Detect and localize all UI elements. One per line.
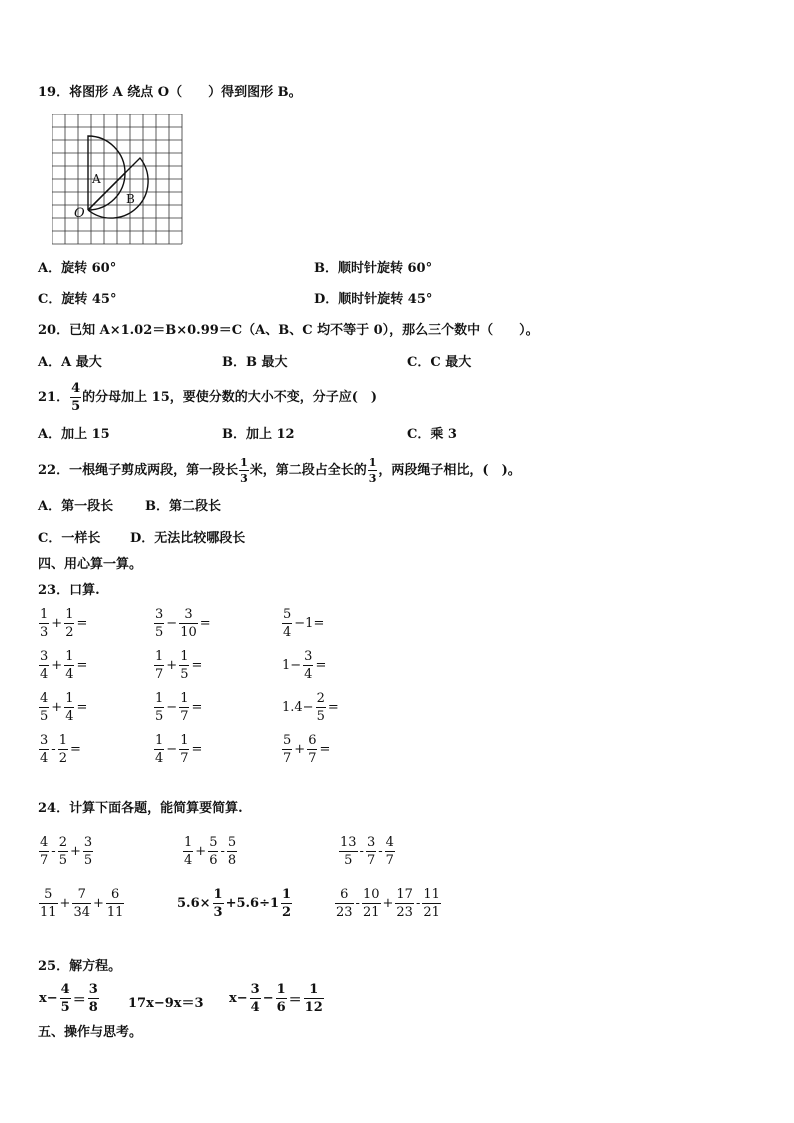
numerator: 3 bbox=[83, 835, 93, 850]
fraction bbox=[316, 692, 326, 723]
q24-expression-6 bbox=[334, 888, 442, 919]
denominator: 2 bbox=[65, 625, 74, 640]
numerator: 3 bbox=[155, 607, 164, 622]
operator: + bbox=[59, 896, 71, 911]
fraction bbox=[422, 888, 441, 919]
fig-label-o: O bbox=[74, 206, 85, 221]
denominator: 4 bbox=[65, 709, 74, 724]
numerator: 1 bbox=[180, 649, 189, 664]
denominator: 7 bbox=[180, 751, 189, 766]
operator: - bbox=[51, 844, 56, 859]
numerator: 1 bbox=[180, 733, 189, 748]
numerator: 17 bbox=[396, 887, 413, 902]
operator: = bbox=[327, 700, 339, 715]
denominator: 21 bbox=[362, 905, 380, 920]
q21-option-c[interactable]: C．乘 3 bbox=[407, 427, 457, 442]
q22-option-b[interactable]: B．第二段长 bbox=[145, 499, 221, 514]
denominator: 7 bbox=[40, 853, 49, 868]
numerator: 1 bbox=[155, 649, 164, 664]
operator: - bbox=[378, 844, 383, 859]
denominator: 7 bbox=[308, 751, 317, 766]
denominator: 3 bbox=[213, 905, 223, 920]
numerator: 6 bbox=[308, 733, 317, 748]
fraction bbox=[106, 888, 125, 919]
numerator: 3 bbox=[40, 733, 49, 748]
numerator: 3 bbox=[304, 649, 313, 664]
q19-option-b[interactable]: B．顺时针旋转 60° bbox=[314, 261, 433, 276]
q19-option-d[interactable]: D．顺时针旋转 45° bbox=[314, 292, 433, 307]
q23-stem: 23．口算. bbox=[38, 583, 100, 598]
fraction bbox=[72, 888, 91, 919]
fig-label-a: A bbox=[92, 172, 101, 186]
mental-math-item bbox=[281, 734, 331, 765]
q22-stem: 22．一根绳子剪成两段，第一段长 $\frac{1}{3}$ 米，第二段占全长的 $\frac{1}{3}$ ，两段绳子相比，( )。 bbox=[38, 456, 521, 485]
numerator: 1 bbox=[65, 649, 74, 664]
operator: = bbox=[76, 700, 88, 715]
mental-math-item bbox=[38, 608, 88, 639]
operator: − bbox=[166, 616, 178, 631]
numerator: 4 bbox=[40, 691, 49, 706]
denominator: 7 bbox=[180, 709, 189, 724]
fraction bbox=[60, 983, 71, 1014]
operator: ＝ bbox=[288, 993, 302, 1008]
denominator: 4 bbox=[40, 667, 49, 682]
denominator: 2 bbox=[282, 905, 292, 920]
denominator: 4 bbox=[283, 625, 292, 640]
mental-math-item bbox=[281, 650, 327, 681]
q19-option-c[interactable]: C．旋转 45° bbox=[38, 292, 117, 307]
operator: + bbox=[93, 896, 104, 911]
q24-expression-5 bbox=[176, 888, 293, 919]
fraction bbox=[179, 650, 189, 681]
denominator: 8 bbox=[88, 1000, 98, 1015]
denominator: 4 bbox=[155, 751, 164, 766]
fraction bbox=[276, 983, 287, 1014]
fraction bbox=[58, 836, 68, 867]
q20-option-c[interactable]: C．C 最大 bbox=[407, 355, 472, 370]
numerator: 10 bbox=[362, 887, 380, 902]
q19-stem: 19．将图形 A 绕点 O（ ）得到图形 B。 bbox=[38, 85, 302, 100]
q24-expression-3 bbox=[338, 836, 396, 867]
fraction bbox=[250, 983, 261, 1014]
operator: - bbox=[359, 844, 364, 859]
operator: = bbox=[69, 742, 81, 757]
numerator: 1 bbox=[40, 607, 49, 622]
operator: = bbox=[76, 658, 88, 673]
fraction bbox=[154, 650, 164, 681]
denominator: 4 bbox=[184, 853, 193, 868]
operator: = bbox=[76, 616, 88, 631]
denominator: 21 bbox=[423, 905, 440, 920]
fraction bbox=[39, 650, 49, 681]
numerator: 1 bbox=[276, 982, 286, 997]
q24-expression-2 bbox=[182, 836, 238, 867]
mental-math-item bbox=[281, 692, 340, 723]
operator: + bbox=[166, 658, 178, 673]
numerator: 6 bbox=[106, 888, 125, 904]
numerator: 11 bbox=[423, 887, 440, 902]
q22-fraction-1: $\frac{1}{3}$ bbox=[240, 456, 248, 485]
numerator: 3 bbox=[250, 982, 260, 997]
denominator: 12 bbox=[304, 1000, 323, 1015]
denominator: 11 bbox=[40, 905, 57, 920]
denominator: 2 bbox=[58, 751, 67, 766]
operator: − bbox=[166, 700, 178, 715]
denominator: 5 bbox=[155, 709, 164, 724]
rotation-figure bbox=[52, 114, 184, 250]
denominator: 4 bbox=[304, 667, 313, 682]
fraction bbox=[154, 734, 164, 765]
mental-math-item bbox=[38, 650, 88, 681]
operator: + bbox=[195, 844, 207, 859]
fig-label-b: B bbox=[126, 192, 135, 206]
denominator: 10 bbox=[180, 625, 197, 640]
denominator: 5 bbox=[58, 853, 67, 868]
q24-expression-1 bbox=[38, 836, 94, 867]
mental-math-item bbox=[281, 608, 325, 639]
mental-math-item bbox=[153, 608, 212, 639]
numerator: 3 bbox=[40, 649, 49, 664]
numerator: 2 bbox=[316, 691, 325, 706]
operator: = bbox=[319, 742, 331, 757]
section-4-heading: 四、用心算一算。 bbox=[38, 557, 143, 572]
fraction bbox=[335, 888, 354, 919]
operator: + bbox=[382, 896, 394, 911]
fraction bbox=[213, 888, 224, 919]
q21-option-a[interactable]: A．加上 15 bbox=[38, 427, 110, 442]
q20-stem: 20．已知 A×1.02＝B×0.99＝C（A、B、C 均不等于 0），那么三个数中（ ）。 bbox=[38, 323, 539, 338]
q21-option-b[interactable]: B．加上 12 bbox=[222, 427, 295, 442]
operator: ＝ bbox=[72, 993, 86, 1008]
fraction bbox=[64, 608, 74, 639]
numerator: 3 bbox=[179, 608, 198, 624]
fraction bbox=[281, 888, 292, 919]
denominator: 5 bbox=[40, 709, 49, 724]
fraction bbox=[362, 888, 381, 919]
denominator: 34 bbox=[73, 905, 90, 920]
q22-option-c[interactable]: C．一样长 bbox=[38, 531, 101, 546]
operator: x− bbox=[39, 991, 58, 1006]
fraction bbox=[58, 734, 68, 765]
q21-text: 的分母加上 15，要使分数的大小不变，分子应( ) bbox=[82, 390, 378, 405]
denominator: 7 bbox=[283, 751, 292, 766]
fraction bbox=[208, 836, 218, 867]
fraction bbox=[282, 608, 292, 639]
fraction bbox=[154, 692, 164, 723]
section-5-heading: 五、操作与思考。 bbox=[38, 1025, 143, 1040]
fraction bbox=[83, 836, 93, 867]
fraction bbox=[39, 888, 58, 919]
q25-stem: 25．解方程。 bbox=[38, 959, 122, 974]
denominator: 11 bbox=[106, 905, 124, 920]
q21-stem bbox=[38, 381, 377, 415]
q21-fraction: $\frac{4}{5}$ bbox=[71, 381, 81, 414]
fraction bbox=[88, 983, 99, 1014]
fraction bbox=[154, 608, 164, 639]
numerator: 4 bbox=[60, 982, 70, 997]
fraction bbox=[39, 608, 49, 639]
q24-expression-4 bbox=[38, 888, 125, 919]
q20-option-b[interactable]: B．B 最大 bbox=[222, 355, 288, 370]
numerator: 7 bbox=[72, 888, 91, 904]
operator: x− bbox=[229, 991, 248, 1006]
operator: = bbox=[199, 616, 211, 631]
numerator: 3 bbox=[366, 835, 376, 850]
fraction bbox=[304, 983, 324, 1014]
q25-equation-3 bbox=[228, 983, 325, 1014]
mental-math-item bbox=[153, 692, 203, 723]
operator: +5.6÷1 bbox=[225, 896, 280, 911]
numerator: 6 bbox=[335, 888, 354, 904]
operator: - bbox=[220, 844, 225, 859]
fraction bbox=[64, 692, 74, 723]
operator: 1.4− bbox=[282, 700, 314, 715]
q25-equation-1 bbox=[38, 983, 100, 1014]
fraction bbox=[179, 608, 198, 639]
fraction bbox=[303, 650, 313, 681]
numerator: 1 bbox=[65, 607, 74, 622]
denominator: 7 bbox=[155, 667, 164, 682]
denominator: 4 bbox=[250, 1000, 260, 1015]
denominator: 6 bbox=[276, 1000, 286, 1015]
operator: 5.6× bbox=[177, 896, 211, 911]
numerator: 1 bbox=[282, 887, 292, 902]
fraction bbox=[385, 836, 395, 867]
fraction bbox=[179, 692, 189, 723]
mental-math-item bbox=[38, 692, 88, 723]
fraction bbox=[64, 650, 74, 681]
operator: − bbox=[262, 991, 274, 1006]
numerator: 1 bbox=[180, 691, 189, 706]
q22-option-a[interactable]: A．第一段长 bbox=[38, 499, 114, 514]
denominator: 23 bbox=[396, 905, 413, 920]
fraction bbox=[183, 836, 193, 867]
denominator: 5 bbox=[60, 1000, 70, 1015]
fraction bbox=[307, 734, 317, 765]
operator: + bbox=[294, 742, 306, 757]
operator: = bbox=[191, 700, 203, 715]
numerator: 4 bbox=[40, 835, 49, 850]
denominator: 5 bbox=[180, 667, 189, 682]
operator: −1= bbox=[294, 616, 325, 631]
fraction bbox=[339, 836, 358, 867]
operator: + bbox=[51, 658, 63, 673]
q21-number: 21． bbox=[38, 390, 70, 405]
fraction bbox=[366, 836, 376, 867]
operator: - bbox=[415, 896, 421, 911]
denominator: 8 bbox=[227, 853, 237, 868]
operator: − bbox=[166, 742, 178, 757]
mental-math-item bbox=[38, 734, 82, 765]
numerator: 1 bbox=[304, 983, 324, 999]
q25-equation-2: 17x−9x＝3 bbox=[128, 996, 204, 1011]
denominator: 4 bbox=[40, 751, 49, 766]
denominator: 4 bbox=[65, 667, 74, 682]
fraction bbox=[395, 888, 414, 919]
denominator: 7 bbox=[385, 853, 394, 868]
denominator: 5 bbox=[344, 853, 353, 868]
q22-option-d[interactable]: D．无法比较哪段长 bbox=[130, 531, 246, 546]
fraction bbox=[179, 734, 189, 765]
fraction bbox=[39, 734, 49, 765]
denominator: 5 bbox=[83, 853, 93, 868]
denominator: 6 bbox=[209, 853, 218, 868]
denominator: 5 bbox=[316, 709, 325, 724]
operator: 1− bbox=[282, 658, 302, 673]
q24-stem: 24．计算下面各题，能简算要简算. bbox=[38, 801, 243, 816]
fraction bbox=[282, 734, 292, 765]
denominator: 5 bbox=[155, 625, 164, 640]
numerator: 1 bbox=[155, 733, 164, 748]
numerator: 2 bbox=[58, 835, 67, 850]
denominator: 23 bbox=[336, 905, 353, 920]
operator: - bbox=[355, 896, 360, 911]
denominator: 3 bbox=[40, 625, 49, 640]
numerator: 1 bbox=[155, 691, 164, 706]
numerator: 1 bbox=[184, 835, 193, 850]
numerator: 5 bbox=[283, 733, 292, 748]
operator: + bbox=[51, 700, 63, 715]
numerator: 1 bbox=[213, 887, 223, 902]
q19-option-a[interactable]: A．旋转 60° bbox=[38, 261, 117, 276]
mental-math-item bbox=[153, 650, 203, 681]
fraction bbox=[39, 692, 49, 723]
grid-figure bbox=[52, 114, 184, 246]
operator: = bbox=[191, 742, 203, 757]
numerator: 5 bbox=[227, 835, 237, 850]
numerator: 1 bbox=[65, 691, 74, 706]
mental-math-item bbox=[153, 734, 203, 765]
operator: = bbox=[191, 658, 203, 673]
numerator: 5 bbox=[39, 888, 58, 904]
fraction bbox=[39, 836, 49, 867]
numerator: 5 bbox=[209, 835, 218, 850]
denominator: 7 bbox=[366, 853, 376, 868]
numerator: 1 bbox=[58, 733, 67, 748]
operator: - bbox=[51, 742, 56, 757]
q22-fraction-2: $\frac{1}{3}$ bbox=[368, 456, 377, 485]
fraction bbox=[227, 836, 237, 867]
operator: + bbox=[51, 616, 63, 631]
numerator: 13 bbox=[340, 835, 357, 850]
numerator: 4 bbox=[385, 835, 394, 850]
operator: + bbox=[69, 844, 81, 859]
q20-option-a[interactable]: A．A 最大 bbox=[38, 355, 102, 370]
operator: = bbox=[315, 658, 327, 673]
numerator: 3 bbox=[88, 982, 98, 997]
numerator: 5 bbox=[283, 607, 292, 622]
